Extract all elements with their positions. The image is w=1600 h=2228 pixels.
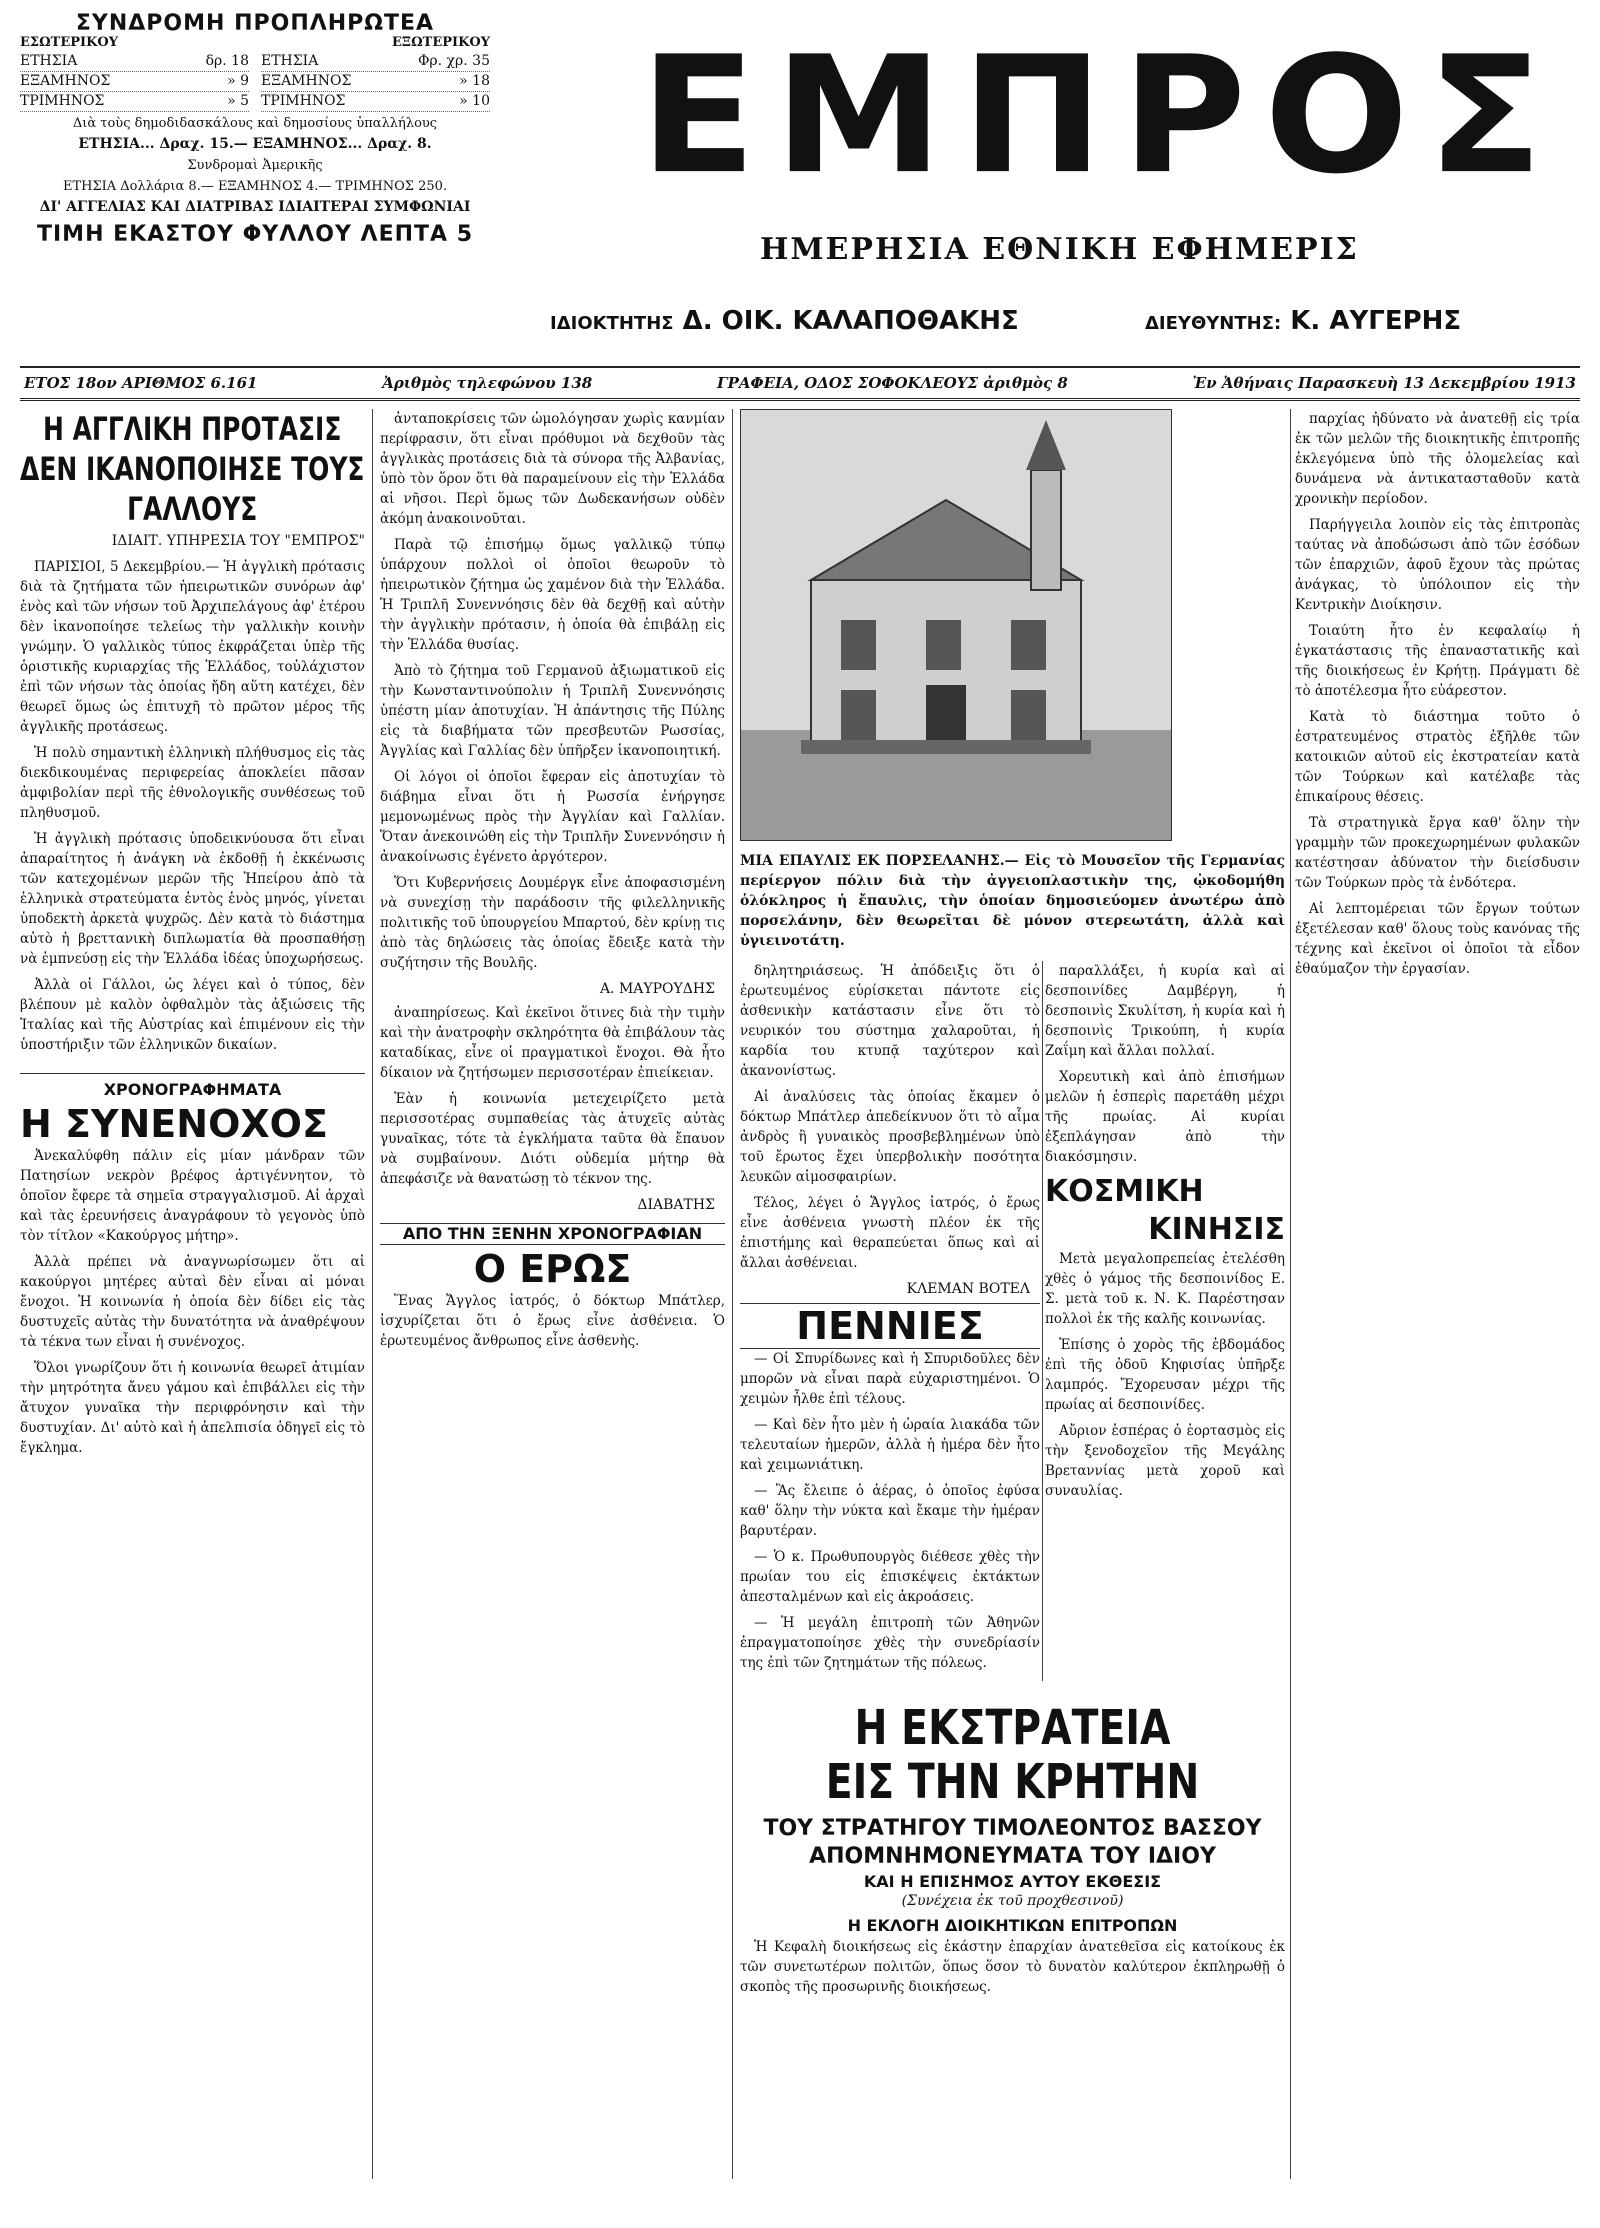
issue-price: ΤΙΜΗ ΕΚΑΣΤΟΥ ΦΥΛΛΟΥ ΛΕΠΤΑ 5 (36, 222, 474, 247)
paragraph: Τοιαύτη ἦτο ἐν κεφαλαίῳ ἡ ἐγκατάστασις τῆς ἐπαναστατικῆς καὶ τῆς διοικήσεως ἐν Κρήτῃ. Πράγματι δὲ τὸ ἀποτέλεσμα ἦτο εὐάρεστον. (1295, 623, 1580, 699)
editor-name: Κ. ΑΥΓΕΡΗΣ (1290, 306, 1462, 336)
rate-row: ΤΡΙΜΗΝΟΣ » 10 (261, 92, 490, 112)
rate-row: ΕΤΗΣΙΑ Φρ. χρ. 35 (261, 52, 490, 72)
paragraph: Τὰ στρατηγικὰ ἔργα καθ' ὅλην τὴν γραμμὴν τῶν προκεχωρημένων φυλακῶν κατέστησαν ἀδύνατον τὴν διείσδυσιν τῶν Τούρκων πρὸς τὰ ἐνδότερα. (1295, 815, 1580, 891)
editor-label: ΔΙΕΥΘΥΝΤΗΣ: (1145, 313, 1282, 334)
ads-note: ΔΙ' ΑΓΓΕΛΙΑΣ ΚΑΙ ΔΙΑΤΡΙΒΑΣ ΙΔΙΑΙΤΕΡΑΙ ΣΥΜΦΩΝΙΑΙ (39, 199, 471, 215)
campaign-memoirs: ΑΠΟΜΝΗΜΟΝΕΥΜΑΤΑ ΤΟΥ ΙΔΙΟΥ (809, 1844, 1216, 1869)
article-columns (20, 401, 1580, 2181)
section-title: ΧΡΟΝΟΓΡΑΦΗΜΑΤΑ (20, 1073, 365, 1100)
public-servant-rates: ΕΤΗΣΙΑ... Δραχ. 15.— ΕΞΑΜΗΝΟΣ... Δραχ. 8. (78, 136, 432, 152)
paragraph: Ἡ ἀγγλικὴ πρότασις ὑποδεικνύουσα ὅτι εἶναι ἀπαραίτητος ἡ ἀνάγκη νὰ ἐκδοθῇ ἡ ἐκκένωσις τῶν κατεχομένων μερῶν τῆς Ἠπείρου ἀπὸ τὰ ἑλληνικὰ στρατεύματα ἐντὸς ἑνὸς μηνός, γίνεται ὑποδεκτὴ ἀρκετὰ ψυχρῶς. Δὲν κατὰ τὸ διάστημα αὐτὸ ἡ βρεττανικὴ διπλωματία θὰ προσπαθήσῃ νὰ ἐμπνεύσῃ εἰς τὴν Ἑλλάδα ἰδέας ὑποχωρήσεως. (20, 831, 365, 967)
campaign-title-line2: ΕΙΣ ΤΗΝ ΚΡΗΤΗΝ (825, 1754, 1200, 1810)
campaign-subtitle: ΤΟΥ ΣΤΡΑΤΗΓΟΥ ΤΙΜΟΛΕΟΝΤΟΣ ΒΑΣΣΟΥ (763, 1816, 1262, 1841)
paragraph: Ἀλλὰ οἱ Γάλλοι, ὡς λέγει καὶ ὁ τύπος, δὲν βλέπουν μὲ καλὸν ὀφθαλμὸν τὰς ἀξιώσεις τῆς Ἰταλίας καὶ τῆς Αὐστρίας καὶ ἐπιμένουν εἰς τὴν ὑποστήριξιν τῶν ἑλληνικῶν δικαίων. (20, 977, 365, 1053)
paragraph: Ἐπίσης ὁ χορὸς τῆς ἑβδομάδος ἐπὶ τῆς ὁδοῦ Κηφισίας ὑπῆρξε λαμπρός. Ἔχορευσαν μέχρι τῆς πρωίας αἱ δεσποινίδες. (1045, 1337, 1285, 1413)
newspaper-logo: ΕΜΠΡΟΣ (640, 21, 1561, 211)
paragraph: Ὅλοι γνωρίζουν ὅτι ἡ κοινωνία θεωρεῖ ἀτιμίαν τὴν μητρότητα ἄνευ γάμου καὶ ἐπιβάλλει εἰς τὴν ἄτυχον γυναῖκα τὴν περιφρόνησιν καὶ τὴν δυστυχίαν. Δι' αὐτὸ καὶ ἡ ἀπελπισία ὁδηγεῖ εἰς τὸ ἔγκλημα. (20, 1360, 365, 1456)
phone-number: Ἀριθμὸς τηλεφώνου 138 (382, 374, 593, 392)
paragraph: Ἕνας Ἄγγλος ἰατρός, ὁ δόκτωρ Μπάτλερ, ἰσχυρίζεται ὅτι ὁ ἔρως εἶνε ἀσθένεια. Ὁ ἐρωτευμένος ἄνθρωπος εἶνε ἀσθενὴς. (380, 1293, 725, 1349)
domestic-label: ΕΣΩΤΕΡΙΚΟΥ (20, 35, 119, 50)
paragraph: Αὔριον ἑσπέρας ὁ ἑορτασμὸς εἰς τὴν ξενοδοχεῖον τῆς Μεγάλης Βρεταννίας μετὰ χοροῦ καὶ συναυλίας. (1045, 1423, 1285, 1499)
porcelain-villa-photo (740, 409, 1172, 841)
paragraph: Χορευτικὴ καὶ ἀπὸ ἐπισήμων μελῶν ἡ ἑσπερὶς παρετάθη μέχρι τῆς πρωίας. Αἱ κυρίαι ἐξεπλάγησαν ἀπὸ τὴν διακόσμησιν. (1045, 1069, 1285, 1165)
paragraph: παρχίας ἠδύνατο νὰ ἀνατεθῇ εἰς τρία ἐκ τῶν μελῶν τῆς διοικητικῆς ἐπιτροπῆς ἐκλεγόμενα ὑπὸ τῆς ὁλομελείας καὶ δυνάμενα νὰ ἀντικατασταθοῦν κατὰ χρονικὴν περίοδον. (1295, 411, 1580, 507)
column-2 (380, 409, 725, 2179)
paragraph: — Ἂς ἔλειπε ὁ ἀέρας, ὁ ὁποῖος ἐφύσα καθ' ὅλην τὴν νύκτα καὶ ἔκαμε τὴν ἡμέραν βαρυτέραν. (740, 1483, 1040, 1539)
campaign-continued: (Συνέχεια ἐκ τοῦ προχθεσινοῦ) (901, 1893, 1124, 1909)
newspaper-page (20, 11, 1580, 2194)
masthead (20, 11, 1580, 368)
column-4 (1045, 961, 1285, 1681)
paragraph: Ἀπὸ τὸ ζήτημα τοῦ Γερμανοῦ ἀξιωματικοῦ εἰς τὴν Κωνσταντινούπολιν ἡ Τριπλῆ Συνεννόησις ὑπέστη μίαν ἀποτυχίαν. Ἡ ἀπάντησις τῆς Πύλης εἰς τὰ διαβήματα τῶν πρεσβευτῶν Ρωσσίας, Ἀγγλίας καὶ Γαλλίας δὲν ὑπῆρξεν ἱκανοποιητική. (380, 663, 725, 759)
paragraph: Κατὰ τὸ διάστημα τοῦτο ὁ ἐστρατευμένος στρατὸς ἐξῆλθε τῶν κατοικιῶν αὐτοῦ εἰς ἐκστρατείαν κατὰ τῶν Τούρκων καὶ κατέλαβε τὰς ἐπικαίρους θέσεις. (1295, 709, 1580, 805)
campaign-report: ΚΑΙ Η ΕΠΙΣΗΜΟΣ ΑΥΤΟΥ ΕΚΘΕΣΙΣ (863, 1872, 1162, 1891)
campaign-section: Η ΕΚΛΟΓΗ ΔΙΟΙΚΗΤΙΚΩΝ ΕΠΙΤΡΟΠΩΝ (847, 1916, 1178, 1935)
paragraph: — Ἡ μεγάλη ἐπιτροπὴ τῶν Ἀθηνῶν ἐπραγματοποίησε χθὲς τὴν συνεδρίασίν της ἐπὶ τῶν ζητημάτων τῆς πόλεως. (740, 1615, 1040, 1671)
paragraph: — Καὶ δὲν ἦτο μὲν ἡ ὡραία λιακάδα τῶν τελευταίων ἡμερῶν, ἀλλὰ ἡ ἡμέρα δὲν ἦτο καὶ χειμωνιάτικη. (740, 1417, 1040, 1473)
headline-pennies: ΠΕΝΝΙΕΣ (740, 1303, 1040, 1349)
owner (550, 306, 1019, 336)
paragraph: — Ὁ κ. Πρωθυπουργὸς διέθεσε χθὲς τὴν πρωίαν του εἰς ἐπισκέψεις ἐκτάκτων ἀπεσταλμένων καὶ εἰς ἀκροάσεις. (740, 1549, 1040, 1605)
rate-row: ΤΡΙΜΗΝΟΣ » 5 (20, 92, 249, 112)
signature: Α. ΜΑΥΡΟΥΔΗΣ (599, 981, 715, 997)
paragraph: ἀναπηρίσεως. Καὶ ἐκεῖνοι ὅτινες διὰ τὴν τιμὴν καὶ τὴν ἀνατροφὴν σκληρότητα θὰ ἐπιβάλουν τὰς καταδίκας, εἶνε οἱ πραγματικοὶ ἔνοχοι. Θὰ ἦτο δίκαιον νὰ ζητήσωμεν περισσοτέραν ἐπιείκειαν. (380, 1005, 725, 1081)
column-divider (732, 409, 733, 2179)
headline-english-proposal: Η ΑΓΓΛΙΚΗ ΠΡΟΤΑΣΙΣ (43, 410, 342, 448)
column-divider (372, 409, 373, 2179)
rates-table (20, 52, 490, 112)
paragraph: Ἀλλὰ πρέπει νὰ ἀναγνωρίσωμεν ὅτι αἱ κακούργοι μητέρες αὐταὶ δὲν εἶναι αἱ μόναι ἔνοχοι. Ἡ κοινωνία ἡ ὁποία δὲν δίδει εἰς τὰς δυστυχεῖς αὐτὰς τὴν δυνατότητα νὰ ἀναθρέψουν τὰ τέκνα των εἶναι ἡ συνένοχος. (20, 1254, 365, 1350)
column-1 (20, 409, 365, 2179)
paragraph: παραλλάξει, ἡ κυρία καὶ αἱ δεσποινίδες Δαμβέργη, ἡ δεσποινὶς Σκυλίτση, ἡ κυρία καὶ ἡ δεσποινὶς Τρικούπη, ἡ κυρία Ζαΐμη καὶ ἄλλαι πολλαί. (1045, 963, 1285, 1059)
paragraph: Παρὰ τῷ ἐπισήμῳ ὅμως γαλλικῷ τύπῳ ὑπάρχουν πολλοὶ οἱ ὁποῖοι θεωροῦν τὸ ἠπειρωτικὸν ζήτημα ὡς χαμένον διὰ τὴν Ἑλλάδα. Ἡ Τριπλῆ Συνεννόησις δὲν θὰ δεχθῇ καὶ αὐτὴν τὴν ἀγγλικὴν πρότασιν, ἡ ὁποία θὰ ἐπιβάλῃ εἰς τὴν Ἑλλάδα θυσίας. (380, 537, 725, 653)
column-3 (740, 961, 1040, 1681)
paragraph: Ἡ πολὺ σημαντικὴ ἑλληνικὴ πλήθυσμος εἰς τὰς διεκδικουμένας περιφερείας ἀποκλείει πᾶσαν ἀμφιβολίαν περὶ τῆς ἐθνολογικῆς συνθέσεως τοῦ πληθυσμοῦ. (20, 745, 365, 821)
owner-name: Δ. ΟΙΚ. ΚΑΛΑΠΟΘΑΚΗΣ (682, 306, 1019, 336)
headline-french-not-satisfied: ΔΕΝ ΙΚΑΝΟΠΟΙΗΣΕ ΤΟΥΣ ΓΑΛΛΟΥΣ (20, 450, 365, 528)
america-rates: ΕΤΗΣΙΑ Δολλάρια 8.— ΕΞΑΜΗΝΟΣ 4.— ΤΡΙΜΗΝΟΣ 250. (62, 179, 448, 194)
signature: ΔΙΑΒΑΤΗΣ (637, 1197, 715, 1213)
subscription-box (20, 11, 490, 247)
year-issue: ΕΤΟΣ 18ον ΑΡΙΘΜΟΣ 6.161 (24, 374, 258, 392)
tagline: ΗΜΕΡΗΣΙΑ ΕΘΝΙΚΗ ΕΦΗΜΕΡΙΣ (760, 232, 1359, 267)
headline-social: ΚΟΣΜΙΚΗ (1045, 1174, 1204, 1209)
owner-label: ΙΔΙΟΚΤΗΤΗΣ (550, 313, 674, 334)
office-address: ΓΡΑΦΕΙΑ, ΟΔΟΣ ΣΟΦΟΚΛΕΟΥΣ ἀριθμὸς 8 (716, 374, 1068, 392)
paragraph: Μετὰ μεγαλοπρεπείας ἐτελέσθη χθὲς ὁ γάμος τῆς δεσποινίδος Ε. Σ. μετὰ τοῦ κ. Ν. Κ. Παρέστησαν πολλοὶ ἐκ τῆς καλῆς κοινωνίας. (1045, 1251, 1285, 1327)
editor (1145, 306, 1461, 336)
info-bar (20, 368, 1580, 401)
paragraph: Αἱ ἀναλύσεις τὰς ὁποίας ἔκαμεν ὁ δόκτωρ Μπάτλερ ἀπεδείκνυον ὅτι τὸ αἷμα ἀνδρὸς ἢ γυναικὸς προσβεβλημένων ὑπὸ τοῦ ἔρωτος ἔχει ὑπερβολικὴν ποσότητα λευκῶν αἱμοσφαιρίων. (740, 1089, 1040, 1185)
column-divider (1042, 961, 1043, 1681)
paragraph: Αἱ λεπτομέρειαι τῶν ἔργων τούτων ἐξετέλεσαν καθ' ὅλους τοὺς κανόνας τῆς τέχνης καὶ ἐκεῖνοι οἱ ὁποῖοι τὰ εἶδον ἐθαύμαζον τὴν ἐργασίαν. (1295, 901, 1580, 977)
public-servant-note: Διὰ τοὺς δημοδιδασκάλους καὶ δημοσίους ὑπαλλήλους (72, 116, 438, 131)
headline-accomplice: Η ΣΥΝΕΝΟΧΟΣ (20, 1102, 328, 1146)
campaign-article (740, 1701, 1285, 2003)
paragraph: Ὅτι Κυβερνήσεις Δουμέργκ εἶνε ἀποφασισμένη νὰ συνεχίσῃ τὴν παράδοσιν τῆς φιλελληνικῆς πολιτικῆς τοῦ ὑπουργείου Μπαρτού, δὲν κρίνῃ τις ἀπὸ τὰς δηλώσεις τὰς ὁποίας ἔδειξε κατὰ τὴν συζήτησιν τῆς Βουλῆς. (380, 875, 725, 971)
foreign-label: ΕΞΩΤΕΡΙΚΟΥ (392, 35, 490, 50)
rate-row: ΕΞΑΜΗΝΟΣ » 9 (20, 72, 249, 92)
rate-row: ΕΤΗΣΙΑ δρ. 18 (20, 52, 249, 72)
subscription-title: ΣΥΝΔΡΟΜΗ ΠΡΟΠΛΗΡΩΤΕΑ (75, 11, 435, 36)
paragraph: Τέλος, λέγει ὁ Ἄγγλος ἰατρός, ὁ ἔρως εἶνε ἀσθένεια γνωστὴ πλέον ἐκ τῆς ἐπιστήμης καὶ θεραπεύεται ὅπως καὶ αἱ ἄλλαι ἀσθένειαι. (740, 1195, 1040, 1271)
byline: ΙΔΙΑΙΤ. ΥΠΗΡΕΣΙΑ ΤΟΥ "ΕΜΠΡΟΣ" (111, 533, 365, 549)
paragraph: ΠΑΡΙΣΙΟΙ, 5 Δεκεμβρίου.— Ἡ ἀγγλικὴ πρότασις διὰ τὰ ζητήματα τῶν ἠπειρωτικῶν συνόρων ἀφ' ἑνὸς καὶ τῶν νήσων τοῦ Ἀρχιπελάγους ἀφ' ἑτέρου δὲν ἱκανοποίησε τελείως τὴν γαλλικὴν κοινὴν γνώμην. Ὁ γαλλικὸς τύπος ἐκφράζεται ὑπὲρ τῆς ὁριστικῆς κυριαρχίας τῆς Ἑλλάδος, τοὐλάχιστον ἐπὶ τῶν νήσων τὰς ὁποίας ἤδη αὕτη κατέχει, δὲν θεωρεῖ ὅμως ὡς ἐπιτυχῆ τὸ πρῶτον μέρος τῆς ἀγγλικῆς προτάσεως. (20, 559, 365, 735)
paragraph: Ἡ Κεφαλὴ διοικήσεως εἰς ἑκάστην ἐπαρχίαν ἀνατεθεῖσα εἰς κατοίκους ἐκ τῶν συνετωτέρων πολιτῶν, ὅπως ὅσον τὸ δυνατὸν καλύτερον ἐκπληρωθῇ ὁ σκοπὸς τῆς προσωρινῆς διοικήσεως. (740, 1939, 1285, 1995)
issue-date: Ἐν Ἀθήναις Παρασκευὴ 13 Δεκεμβρίου 1913 (1192, 374, 1576, 392)
paragraph: — Οἱ Σπυρίδωνες καὶ ἡ Σπυριδοῦλες δὲν μπορῶν νὰ εἶναι παρὰ εὐχαριστημένοι. Ὁ χειμὼν ἦλθε ἐπὶ τέλους. (740, 1351, 1040, 1407)
rate-row: ΕΞΑΜΗΝΟΣ » 18 (261, 72, 490, 92)
headline-love: Ο ΕΡΩΣ (473, 1247, 632, 1291)
column-divider (1290, 409, 1291, 2179)
campaign-title-line1: Η ΕΚΣΤΡΑΤΕΙΑ (854, 1700, 1171, 1756)
paragraph: Ἐὰν ἡ κοινωνία μετεχειρίζετο μετὰ περισσοτέρας συμπαθείας τὰς ἀτυχεῖς αὐτὰς γυναῖκας, τότε τὰ ἐγκλήματα ταῦτα θὰ ἔπαυον νὰ συμβαίνουν. Διότι οὐδεμία μήτηρ θὰ ἀπεφάσιζε νὰ θανατώσῃ τὸ τέκνον της. (380, 1091, 725, 1187)
column-5 (1295, 409, 1580, 2179)
america-label: Συνδρομαὶ Ἀμερικῆς (187, 158, 323, 173)
paragraph: Ἀνεκαλύφθη πάλιν εἰς μίαν μάνδραν τῶν Πατησίων νεκρὸν βρέφος ἀρτιγέννητον, τὸ ὁποῖον ἔφερε τὰ σημεῖα στραγγαλισμοῦ. Αἱ ἀρχαὶ καὶ τὰς ἐρευνήσεις ἀναγράφουν τὸ γεγονὸς ὑπὸ τὸν τίτλον «Κακούργος μήτηρ». (20, 1148, 365, 1244)
paragraph: Οἱ λόγοι οἱ ὁποῖοι ἔφεραν εἰς ἀποτυχίαν τὸ διάβημα εἶναι ὅτι ἡ Ρωσσία ἐνήργησε μεμονωμένως πρὸς τὴν Ἀγγλίαν καὶ Γαλλίαν. Ὅταν ἀνεκοινώθη εἰς τὴν Τριπλῆν Συνεννόησιν ἡ ἀνακοίνωσις ἐγένετο ἀργότερον. (380, 769, 725, 865)
paragraph: ἀνταποκρίσεις τῶν ὡμολόγησαν χωρὶς κανμίαν περίφρασιν, ὅτι εἶναι πρόθυμοι νὰ δεχθοῦν τὰς ἀγγλικὰς προτάσεις διὰ τὰ σύνορα τῆς Ἀλβανίας, ὑπὸ τὸν ὅρον ὅτι θὰ παραμείνουν εἰς τὴν Ἑλλάδα αἱ νῆσοι. Περὶ ὅμως τῶν Δωδεκανήσων οὐδὲν ἀκόμη ἀνακοινοῦται. (380, 411, 725, 527)
paragraph: δηλητηριάσεως. Ἡ ἀπόδειξις ὅτι ὁ ἐρωτευμένος εὑρίσκεται πάντοτε εἰς ἀσθενικὴν κατάστασιν εἶνε ὅτι τὸ νευρικόν του σύστημα χαλαροῦται, ἡ καρδία του κτυπᾷ ταχύτερον καὶ ἀκανονίστως. (740, 963, 1040, 1079)
photo-caption: ΜΙΑ ΕΠΑΥΛΙΣ ΕΚ ΠΟΡΣΕΛΑΝΗΣ.— Εἰς τὸ Μουσεῖον τῆς Γερμανίας περίεργον πόλιν διὰ τὴν ἀγγειοπλαστικὴν της, ᾠκοδομήθη ὁλόκληρος ἡ ἔπαυλις, τὴν ὁποίαν δημοσιεύομεν ἀνωτέρω ἀπὸ πορσελάνην, δὲν θεωρεῖται δὲ μόνον στερεωτάτη, ἀλλὰ καὶ ὑγιεινοτάτη. (740, 853, 1285, 949)
paragraph: Παρήγγειλα λοιπὸν εἰς τὰς ἐπιτροπὰς ταύτας νὰ ἀποδώσωσι ἀπὸ τῶν ἐσόδων τῶν ἐπαρχιῶν, ἀφοῦ ἔχουν τὰς πρώτας ἀνάγκας, τὸ ὑπόλοιπον εἰς τὴν Κεντρικὴν Διοίκησιν. (1295, 517, 1580, 613)
signature: ΚΛΕΜΑΝ ΒΟΤΕΛ (906, 1281, 1030, 1297)
headline-movement: ΚΙΝΗΣΙΣ (1148, 1212, 1285, 1247)
section-title: ΑΠΟ ΤΗΝ ΞΕΝΗΝ ΧΡΟΝΟΓΡΑΦΙΑΝ (380, 1223, 725, 1245)
